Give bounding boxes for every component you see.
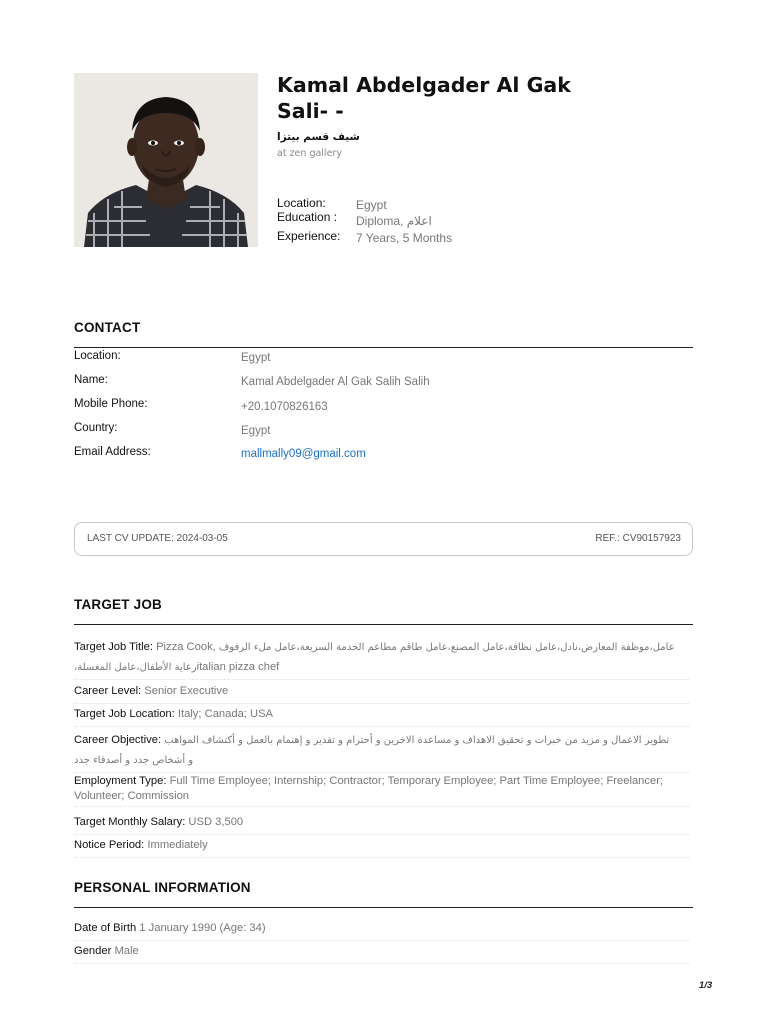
notice-period-value: Immediately bbox=[147, 839, 208, 851]
cv-update-box bbox=[74, 522, 693, 556]
target-job-section-title: TARGET JOB bbox=[74, 597, 163, 612]
last-cv-update: LAST CV UPDATE: 2024-03-05 bbox=[87, 533, 228, 544]
target-salary-value: USD 3,500 bbox=[188, 816, 244, 828]
target-job-title-label: Target Job Title: bbox=[74, 641, 153, 653]
contact-country-value: Egypt bbox=[241, 425, 271, 437]
target-job-divider bbox=[74, 624, 693, 625]
employment-type-row bbox=[74, 774, 689, 807]
contact-country-label: Country: bbox=[74, 422, 118, 434]
contact-email-link[interactable]: mallmally09@gmail.com bbox=[241, 448, 366, 460]
contact-name-label: Name: bbox=[74, 374, 108, 386]
candidate-name bbox=[277, 72, 607, 124]
personal-info-divider bbox=[74, 907, 693, 908]
career-objective-row bbox=[74, 731, 689, 773]
employment-type-label: Employment Type: bbox=[74, 775, 167, 787]
contact-location-value: Egypt bbox=[241, 352, 271, 364]
contact-phone-label: Mobile Phone: bbox=[74, 398, 148, 410]
career-objective-label: Career Objective: bbox=[74, 734, 162, 746]
notice-period-label: Notice Period: bbox=[74, 839, 145, 851]
person-portrait-icon bbox=[74, 73, 258, 247]
target-salary-row bbox=[74, 813, 689, 835]
summary-location-label: Location: bbox=[277, 196, 326, 210]
career-level-row bbox=[74, 682, 689, 704]
summary-education-label: Education : bbox=[277, 210, 338, 224]
target-location-row bbox=[74, 705, 689, 727]
current-company: at zen gallery bbox=[277, 148, 342, 159]
personal-info-section-title: PERSONAL INFORMATION bbox=[74, 880, 251, 895]
employment-type-value: Full Time Employee; Internship; Contractor; Temporary Employee; Part Time Employee; Freelancer; Volunteer; Commission bbox=[74, 775, 664, 802]
summary-location-value: Egypt bbox=[356, 198, 387, 212]
target-job-title-value-ar2: رعاية الأطفال،عامل المغسلة، bbox=[74, 661, 197, 673]
contact-name-value: Kamal Abdelgader Al Gak Salih Salih bbox=[241, 376, 430, 388]
summary-experience-label: Experience: bbox=[277, 229, 341, 243]
date-of-birth-label: Date of Birth bbox=[74, 922, 137, 934]
contact-section-title: CONTACT bbox=[74, 320, 141, 335]
contact-location-label: Location: bbox=[74, 350, 121, 362]
notice-period-row bbox=[74, 836, 689, 858]
target-salary-label: Target Monthly Salary: bbox=[74, 816, 186, 828]
target-job-title-row bbox=[74, 638, 689, 680]
target-location-label: Target Job Location: bbox=[74, 708, 175, 720]
gender-row bbox=[74, 942, 689, 964]
candidate-name-line1: Kamal Abdelgader Al Gak bbox=[277, 73, 571, 97]
career-level-label: Career Level: bbox=[74, 685, 142, 697]
contact-email-label: Email Address: bbox=[74, 446, 151, 458]
career-level-value: Senior Executive bbox=[144, 685, 229, 697]
summary-experience-value: 7 Years, 5 Months bbox=[356, 231, 453, 245]
candidate-name-line2: Sali- - bbox=[277, 99, 344, 123]
target-job-title-value-en2: italian pizza chef bbox=[196, 660, 280, 673]
target-location-value: Italy; Canada; USA bbox=[177, 708, 274, 720]
summary-education-value: Diploma, اعلام bbox=[356, 214, 432, 228]
target-job-title-value-en: Pizza Cook, bbox=[156, 641, 216, 653]
target-job-title-value-ar: عامل،موظفة المعارض،نادل،عامل نظافة،عامل المصنع،عامل طاقم مطاعم الخدمة السريعة،عامل ملء الرفوف bbox=[218, 642, 675, 653]
page-number: 1/3 bbox=[699, 980, 713, 991]
date-of-birth-value: 1 January 1990 (Age: 34) bbox=[139, 922, 266, 934]
cv-reference: REF.: CV90157923 bbox=[595, 533, 681, 544]
gender-label: Gender bbox=[74, 945, 112, 957]
current-job-title: شيف قسم بيتزا bbox=[277, 131, 360, 143]
gender-value: Male bbox=[114, 945, 139, 957]
contact-divider bbox=[74, 347, 693, 348]
date-of-birth-row bbox=[74, 919, 689, 941]
career-objective-value-line1: تطوير الاعمال و مزيد من خبرات و تحقيق الاهداف و مساعدة الاخرين و أحترام و تقدير و إهتمام بالعمل و أكتشاف المواهب bbox=[164, 735, 670, 746]
career-objective-value-line2: و أشخاص جدد و أصدقاء جدد bbox=[74, 754, 194, 766]
contact-phone-value: +20.1070826163 bbox=[241, 401, 328, 413]
profile-photo bbox=[74, 73, 258, 247]
